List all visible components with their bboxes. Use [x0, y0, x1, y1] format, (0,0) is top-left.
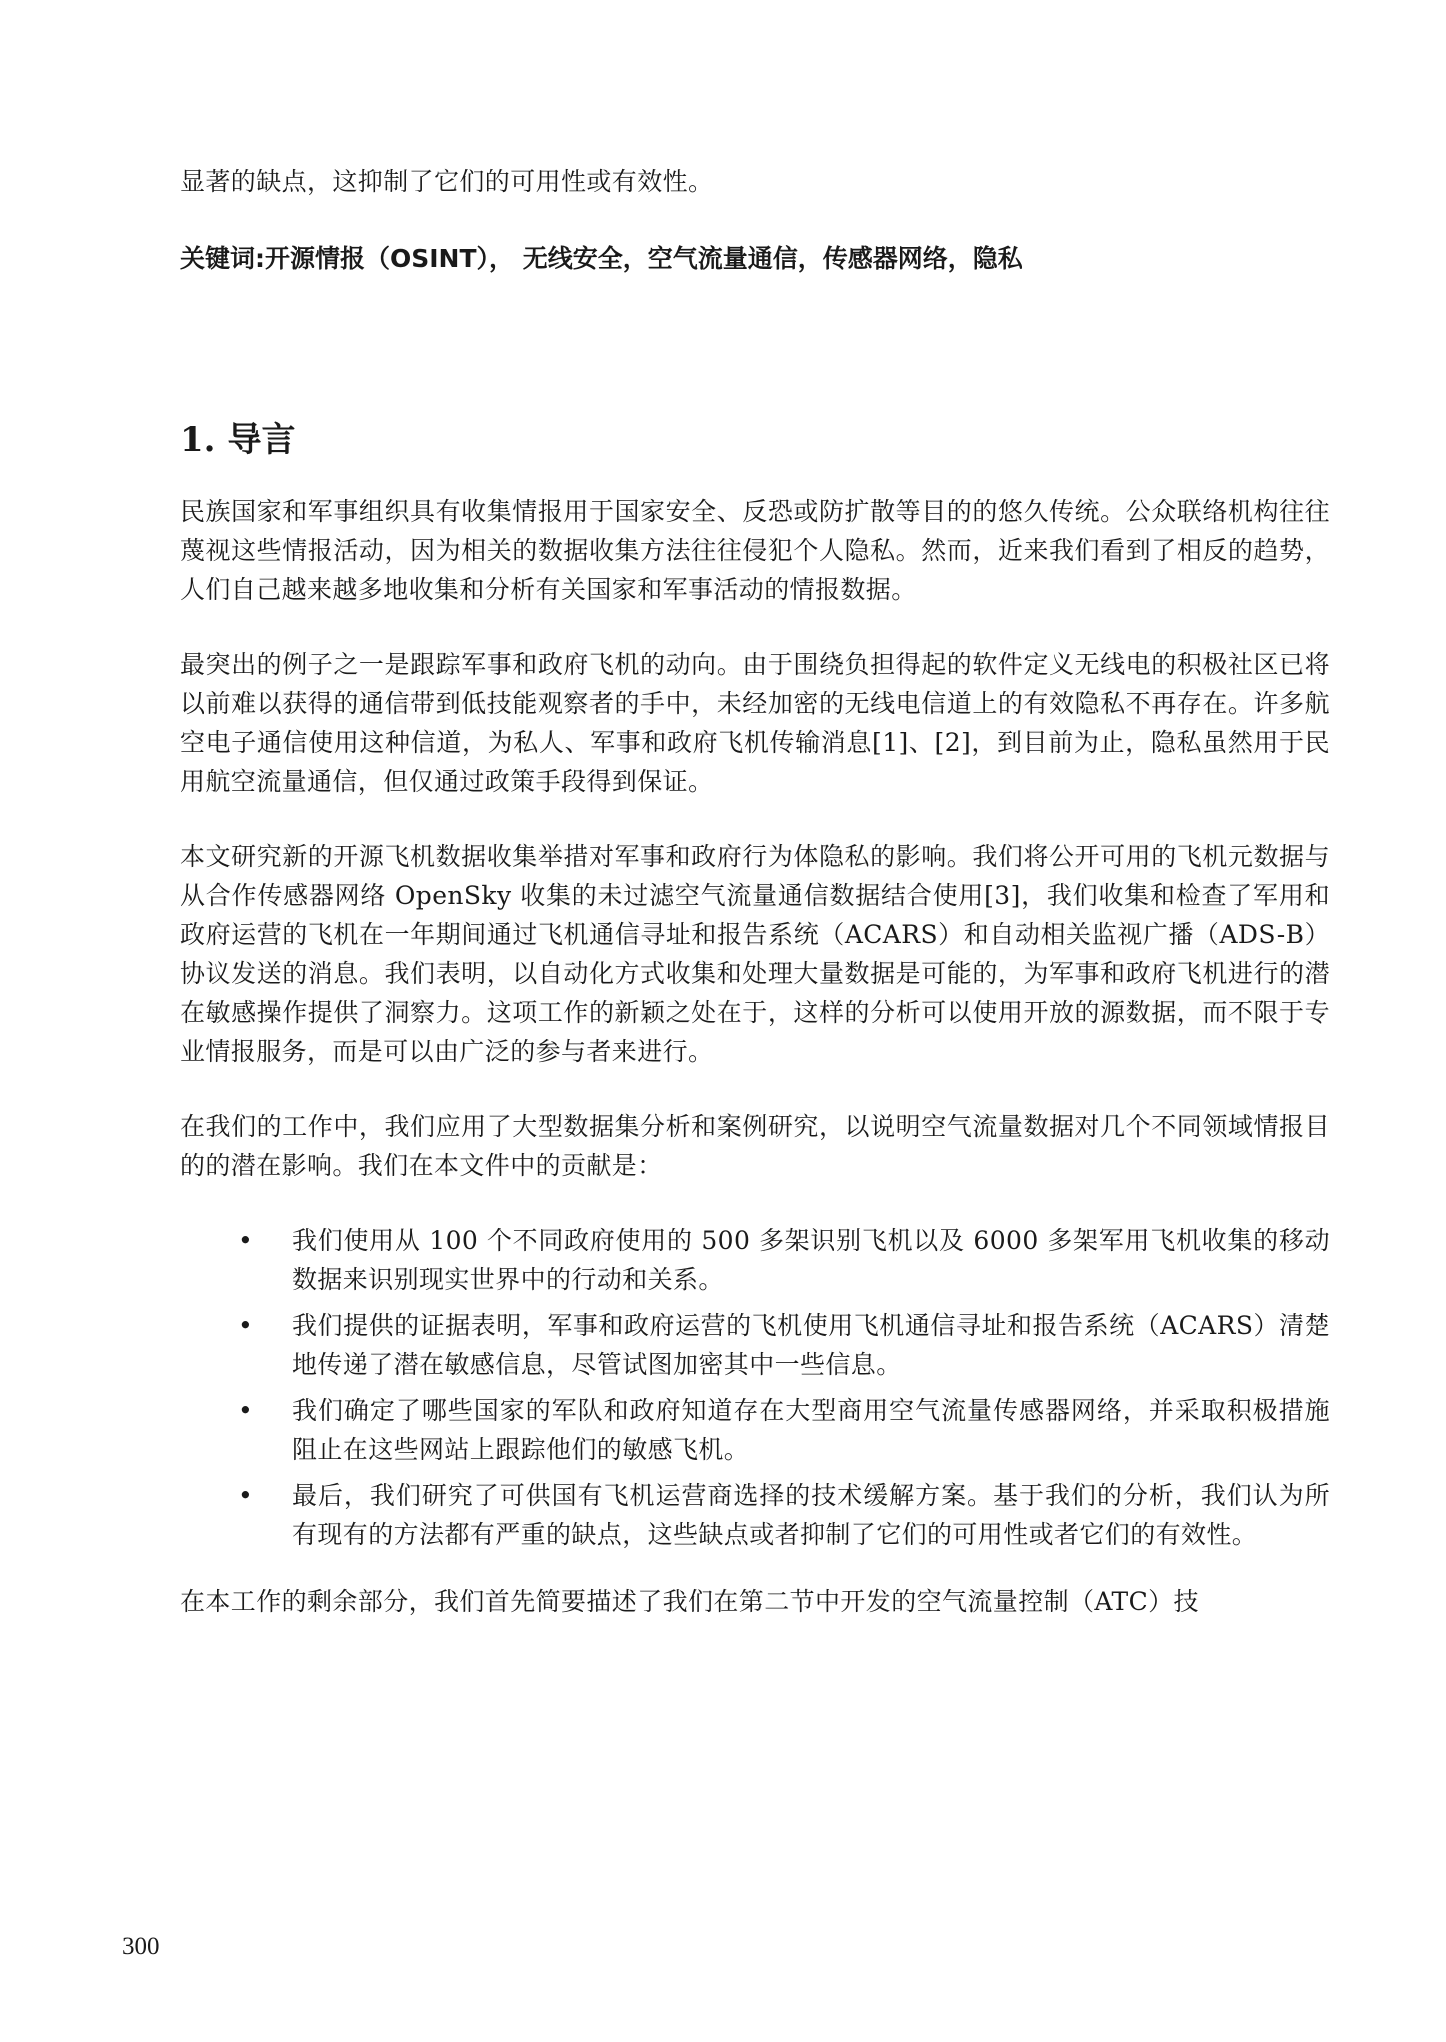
list-item-text: 我们使用从 100 个不同政府使用的 500 多架识别飞机以及 6000 多架军用飞机收集的移动数据来识别现实世界中的行动和关系。 [292, 1226, 1330, 1294]
closing-paragraph: 在本工作的剩余部分，我们首先简要描述了我们在第二节中开发的空气流量控制（ATC）技 [180, 1587, 1199, 1616]
list-item-text: 我们确定了哪些国家的军队和政府知道存在大型商用空气流量传感器网络，并采取积极措施阻止在这些网站上跟踪他们的敏感飞机。 [292, 1396, 1330, 1464]
paragraph-4: 在我们的工作中，我们应用了大型数据集分析和案例研究，以说明空气流量数据对几个不同领域情报目的的潜在影响。我们在本文件中的贡献是： [180, 1112, 1330, 1180]
bullet-icon: • [238, 1226, 254, 1255]
section-number: 1. [180, 420, 216, 460]
continuation-text: 显著的缺点，这抑制了它们的可用性或有效性。 [180, 167, 714, 196]
contribution-list [180, 1221, 1330, 1554]
paragraph-3: 本文研究新的开源飞机数据收集举措对军事和政府行为体隐私的影响。我们将公开可用的飞机元数据与从合作传感器网络 OpenSky 收集的未过滤空气流量通信数据结合使用[3]，我们收集和检查了军用和政府运营的飞机在一年期间通过飞机通信寻址和报告系统（ACARS）和自动相关监视广播（ADS-B）协议发送的消息。我们表明，以自动化方式收集和处理大量数据是可能的，为军事和政府飞机进行的潜在敏感操作提供了洞察力。这项工作的新颖之处在于，这样的分析可以使用开放的源数据，而不限于专业情报服务，而是可以由广泛的参与者来进行。 [180, 842, 1330, 1066]
bullet-icon: • [238, 1311, 254, 1340]
bullet-icon: • [238, 1481, 254, 1510]
paragraph-1: 民族国家和军事组织具有收集情报用于国家安全、反恐或防扩散等目的的悠久传统。公众联络机构往往蔑视这些情报活动，因为相关的数据收集方法往往侵犯个人隐私。然而，近来我们看到了相反的趋势，人们自己越来越多地收集和分析有关国家和军事活动的情报数据。 [180, 497, 1330, 604]
section-title: 导言 [227, 420, 296, 460]
list-item [180, 1221, 1330, 1299]
list-item-text: 最后，我们研究了可供国有飞机运营商选择的技术缓解方案。基于我们的分析，我们认为所有现有的方法都有严重的缺点，这些缺点或者抑制了它们的可用性或者它们的有效性。 [292, 1481, 1330, 1549]
paragraph-2: 最突出的例子之一是跟踪军事和政府飞机的动向。由于围绕负担得起的软件定义无线电的积极社区已将以前难以获得的通信带到低技能观察者的手中，未经加密的无线电信道上的有效隐私不再存在。许多航空电子通信使用这种信道，为私人、军事和政府飞机传输消息[1]、[2]，到目前为止，隐私虽然用于民用航空流量通信，但仅通过政策手段得到保证。 [180, 650, 1330, 796]
keywords-line: 关键词:开源情报（OSINT）， 无线安全，空气流量通信，传感器网络，隐私 [180, 244, 1023, 273]
list-item [180, 1306, 1330, 1384]
list-item-text: 我们提供的证据表明，军事和政府运营的飞机使用飞机通信寻址和报告系统（ACARS）清楚地传递了潜在敏感信息，尽管试图加密其中一些信息。 [292, 1311, 1330, 1379]
page-number: 300 [122, 1933, 160, 1960]
list-item [180, 1476, 1330, 1554]
page-body [180, 162, 1330, 1621]
list-item [180, 1391, 1330, 1469]
bullet-icon: • [238, 1396, 254, 1425]
section-heading [180, 418, 1330, 462]
